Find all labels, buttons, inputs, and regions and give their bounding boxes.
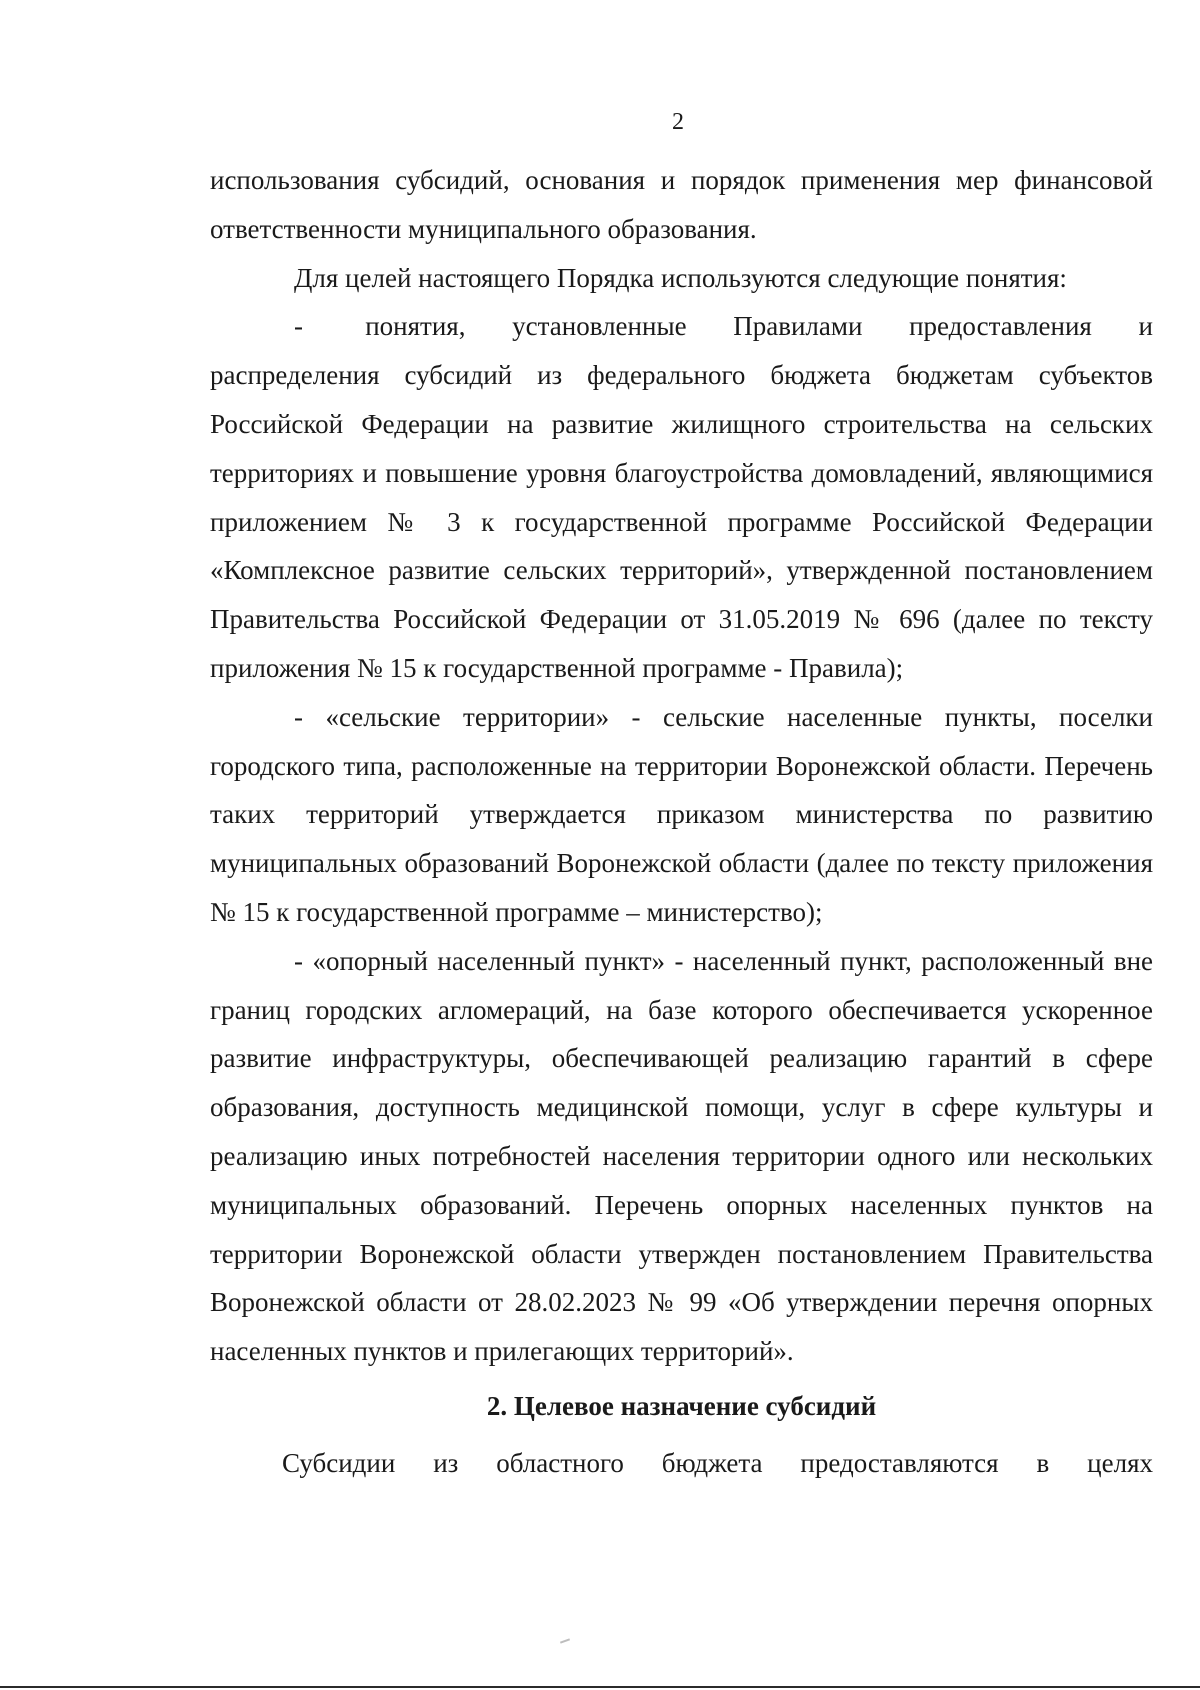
document-body xyxy=(210,156,1153,1488)
scan-artifact xyxy=(560,1638,570,1643)
paragraph-definition-support-settlement: - «опорный населенный пункт» - населенный пункт, расположенный вне границ городских агломераций, на базе которого обеспечивается ускоренное развитие инфраструктуры, обеспечивающей реализацию гарантий в сфере образования, доступность медицинской помощи, услуг в сфере культуры и реализацию иных потребностей населения территории одного или нескольких муниципальных образований. Перечень опорных населенных пунктов на территории Воронежской области утвержден постановлением Правительства Воронежской области от 28.02.2023 № 99 «Об утверждении перечня опорных населенных пунктов и прилегающих территорий». xyxy=(210,945,1153,1367)
paragraph-definitions-intro: Для целей настоящего Порядка используются следующие понятия: xyxy=(294,262,1067,293)
page-bottom-edge xyxy=(0,1686,1200,1688)
paragraph-continuation: использования субсидий, основания и порядок применения мер финансовой ответственности муниципального образования. xyxy=(210,165,1153,244)
page-number: 2 xyxy=(672,109,684,135)
paragraph-definition-rules: - понятия, установленные Правилами предоставления и распределения субсидий из федерального бюджета бюджетам субъектов Российской Федерации на развитие жилищного строительства на сельских территориях и повышение уровня благоустройства домовладений, являющимися приложением № 3 к государственной программе Российской Федерации «Комплексное развитие сельских территорий», утвержденной постановлением Правительства Российской Федерации от 31.05.2019 № 696 (далее по тексту приложения № 15 к государственной программе - Правила); xyxy=(210,311,1153,683)
paragraph-subsidy-purpose: Субсидии из областного бюджета предоставляются в целях xyxy=(282,1447,1153,1478)
paragraph-definition-rural-territories: - «сельские территории» - сельские населенные пункты, поселки городского типа, расположенные на территории Воронежской области. Перечень таких территорий утверждается приказом министерства по развитию муниципальных образований Воронежской области (далее по тексту приложения № 15 к государственной программе – министерство); xyxy=(210,701,1153,927)
section-heading: 2. Целевое назначение субсидий xyxy=(486,1390,877,1421)
